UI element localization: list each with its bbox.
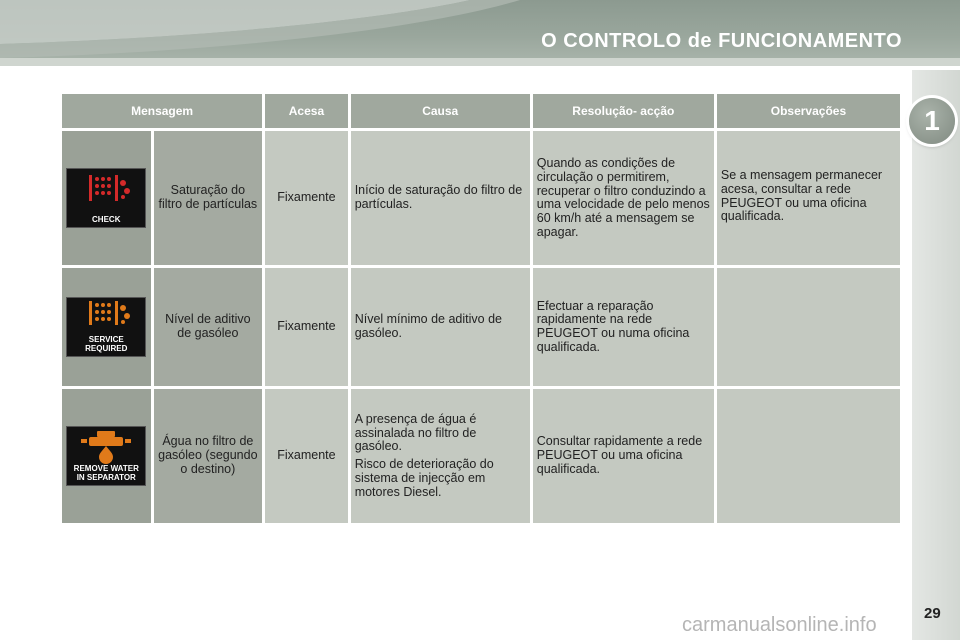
mensagem-cell: Saturação do filtro de partículas	[154, 131, 263, 265]
mensagem-cell: Água no filtro de gasóleo (segundo o destino)	[154, 389, 263, 523]
observacoes-cell: Se a mensagem permanecer acesa, consultar a rede PEUGEOT ou uma oficina qualificada.	[717, 131, 900, 265]
causa-cell	[351, 131, 530, 265]
icon-label: SERVICE REQUIRED	[85, 335, 128, 353]
table-header-row	[62, 94, 900, 128]
column-header-observacoes: Observações	[717, 94, 900, 128]
icon-cell	[62, 268, 151, 386]
icon-cell	[62, 131, 151, 265]
acesa-cell: Fixamente	[265, 131, 348, 265]
icon-label: CHECK	[92, 214, 121, 224]
table-row	[62, 389, 900, 523]
column-header-resolucao: Resolução- acção	[533, 94, 714, 128]
watermark: carmanualsonline.info	[682, 614, 877, 636]
chapter-number: 1	[924, 105, 940, 136]
side-strip	[912, 70, 960, 640]
acesa-cell: Fixamente	[265, 268, 348, 386]
causa-text: Risco de deterioração do sistema de injecção em motores Diesel.	[354, 457, 494, 499]
causa-text: Início de saturação do filtro de partículas.	[354, 183, 523, 211]
mensagem-cell: Nível de aditivo de gasóleo	[154, 268, 263, 386]
observacoes-cell	[717, 389, 900, 523]
table-row	[62, 268, 900, 386]
column-header-mensagem: Mensagem	[62, 94, 262, 128]
causa-text: A presença de água é assinalada no filtro de gasóleo.	[354, 411, 477, 454]
column-header-acesa: Acesa	[265, 94, 348, 128]
acesa-cell: Fixamente	[265, 389, 348, 523]
table-row	[62, 131, 900, 265]
particle-filter-icon	[66, 168, 146, 228]
page-number: 29	[924, 605, 941, 622]
particle-filter-service-icon	[66, 297, 146, 357]
causa-cell	[351, 268, 530, 386]
icon-cell	[62, 389, 151, 523]
icon-label: REMOVE WATER IN SEPARATOR	[73, 464, 139, 482]
causa-cell	[351, 389, 530, 523]
resolucao-cell: Consultar rapidamente a rede PEUGEOT ou uma oficina qualificada.	[533, 389, 714, 523]
column-header-causa: Causa	[351, 94, 530, 128]
water-in-fuel-icon	[66, 426, 146, 486]
resolucao-cell: Efectuar a reparação rapidamente na rede PEUGEOT ou numa oficina qualificada.	[533, 268, 714, 386]
observacoes-cell	[717, 268, 900, 386]
page-title: O CONTROLO de FUNCIONAMENTO	[541, 30, 902, 52]
warning-messages-table	[59, 91, 903, 526]
chapter-tab[interactable]	[909, 98, 955, 144]
causa-text: Nível mínimo de aditivo de gasóleo.	[354, 312, 502, 340]
resolucao-cell: Quando as condições de circulação o permitirem, recuperar o filtro conduzindo a uma velocidade de pelo menos 60 km/h até a mensagem se apagar.	[533, 131, 714, 265]
